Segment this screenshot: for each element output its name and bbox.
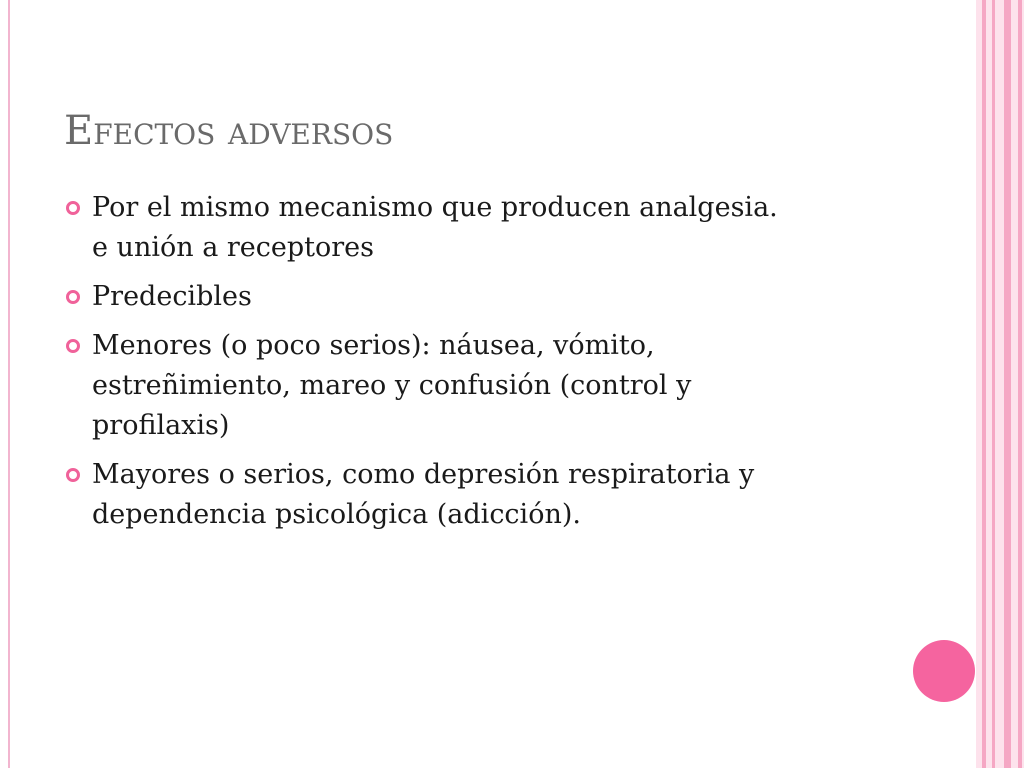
bullet-item — [64, 277, 894, 317]
bullet-line: Mayores o serios, como depresión respiratoria y — [92, 459, 755, 490]
right-stripe — [982, 0, 986, 768]
bullet-item — [64, 326, 894, 446]
bullet-item — [64, 188, 894, 268]
left-border-line — [8, 0, 10, 768]
hollow-circle-icon — [66, 290, 80, 304]
bullet-line: estreñimiento, mareo y confusión (control y — [92, 370, 692, 401]
bullet-line: profilaxis) — [92, 410, 230, 441]
hollow-circle-icon — [66, 339, 80, 353]
filled-circle-icon — [913, 640, 975, 702]
bullet-list — [64, 188, 894, 544]
right-stripe — [1004, 0, 1011, 768]
bullet-line: Por el mismo mecanismo que producen analgesia. — [92, 192, 778, 223]
bullet-item — [64, 455, 894, 535]
hollow-circle-icon — [66, 468, 80, 482]
hollow-circle-icon — [66, 201, 80, 215]
bullet-line: dependencia psicológica (adicción). — [92, 499, 581, 530]
bullet-line: e unión a receptores — [92, 232, 374, 263]
right-stripe — [1018, 0, 1022, 768]
bullet-line: Menores (o poco serios): náusea, vómito, — [92, 330, 655, 361]
slide-title: Efectos adversos — [64, 108, 394, 154]
right-stripe — [992, 0, 995, 768]
bullet-line: Predecibles — [92, 281, 252, 312]
